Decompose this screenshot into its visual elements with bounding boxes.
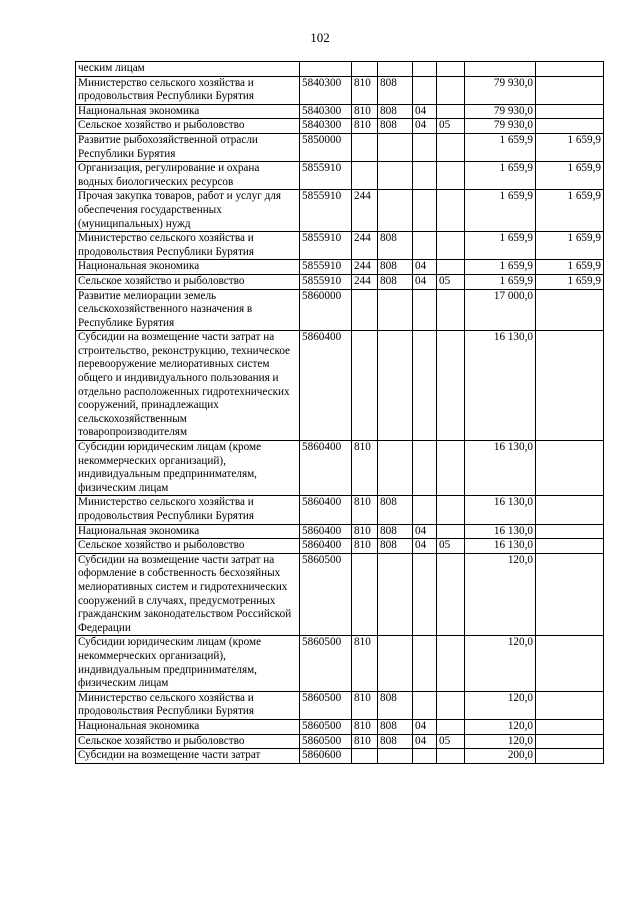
table-row — [76, 76, 604, 104]
subsection-code — [437, 719, 465, 734]
amount-2 — [536, 441, 604, 496]
ministry-code: 808 — [378, 719, 413, 734]
expense-type-code — [352, 162, 378, 190]
amount-2: 1 659,9 — [536, 260, 604, 275]
table-row — [76, 331, 604, 441]
amount-1: 120,0 — [465, 691, 536, 719]
subsection-code — [437, 749, 465, 764]
amount-1: 200,0 — [465, 749, 536, 764]
amount-2 — [536, 76, 604, 104]
amount-2 — [536, 119, 604, 134]
table-row — [76, 691, 604, 719]
subsection-code — [437, 691, 465, 719]
amount-1: 1 659,9 — [465, 162, 536, 190]
target-code: 5860500 — [300, 636, 352, 691]
subsection-code — [437, 441, 465, 496]
ministry-code — [378, 190, 413, 232]
expense-type-code: 244 — [352, 260, 378, 275]
section-code — [413, 62, 437, 77]
expense-type-code: 810 — [352, 691, 378, 719]
section-code — [413, 749, 437, 764]
row-name: Министерство сельского хозяйства и продовольствия Республики Бурятия — [76, 76, 300, 104]
amount-1: 120,0 — [465, 553, 536, 636]
table-row — [76, 162, 604, 190]
expense-type-code: 810 — [352, 719, 378, 734]
expense-type-code: 810 — [352, 636, 378, 691]
table-row — [76, 553, 604, 636]
table-row — [76, 260, 604, 275]
amount-1: 1 659,9 — [465, 232, 536, 260]
section-code — [413, 636, 437, 691]
expense-type-code: 244 — [352, 274, 378, 289]
amount-1: 79 930,0 — [465, 119, 536, 134]
target-code: 5860500 — [300, 719, 352, 734]
section-code — [413, 289, 437, 331]
expense-type-code — [352, 289, 378, 331]
ministry-code: 808 — [378, 496, 413, 524]
ministry-code — [378, 62, 413, 77]
ministry-code — [378, 553, 413, 636]
expense-type-code: 810 — [352, 524, 378, 539]
amount-2 — [536, 524, 604, 539]
amount-1: 17 000,0 — [465, 289, 536, 331]
amount-1: 1 659,9 — [465, 133, 536, 161]
row-name: Сельское хозяйство и рыболовство — [76, 734, 300, 749]
row-name: Субсидии на возмещение части затрат — [76, 749, 300, 764]
target-code: 5855910 — [300, 232, 352, 260]
target-code: 5860500 — [300, 691, 352, 719]
table-row — [76, 441, 604, 496]
expense-type-code: 810 — [352, 734, 378, 749]
table-row — [76, 274, 604, 289]
subsection-code: 05 — [437, 734, 465, 749]
row-name: Субсидии на возмещение части затрат на оформление в собственность бесхозяйных мелиоративных систем и гидротехнических сооружений в случаях, предусмотренных гражданским законодательством Российской Федерации — [76, 553, 300, 636]
section-code: 04 — [413, 274, 437, 289]
amount-2 — [536, 104, 604, 119]
subsection-code — [437, 190, 465, 232]
section-code — [413, 496, 437, 524]
expense-type-code: 244 — [352, 232, 378, 260]
subsection-code: 05 — [437, 119, 465, 134]
target-code: 5860600 — [300, 749, 352, 764]
row-name: Развитие мелиорации земель сельскохозяйственного назначения в Республике Бурятия — [76, 289, 300, 331]
ministry-code: 808 — [378, 691, 413, 719]
section-code — [413, 232, 437, 260]
amount-2 — [536, 331, 604, 441]
section-code: 04 — [413, 539, 437, 554]
expense-type-code: 810 — [352, 441, 378, 496]
ministry-code — [378, 636, 413, 691]
section-code: 04 — [413, 260, 437, 275]
section-code — [413, 691, 437, 719]
subsection-code — [437, 133, 465, 161]
subsection-code — [437, 553, 465, 636]
target-code: 5855910 — [300, 190, 352, 232]
table-row — [76, 232, 604, 260]
row-name: Министерство сельского хозяйства и продовольствия Республики Бурятия — [76, 691, 300, 719]
row-name: Организация, регулирование и охрана водных биологических ресурсов — [76, 162, 300, 190]
target-code: 5840300 — [300, 76, 352, 104]
table-row — [76, 539, 604, 554]
amount-1: 16 130,0 — [465, 496, 536, 524]
ministry-code — [378, 133, 413, 161]
table-row — [76, 496, 604, 524]
amount-2 — [536, 539, 604, 554]
amount-2: 1 659,9 — [536, 133, 604, 161]
subsection-code: 05 — [437, 274, 465, 289]
target-code: 5850000 — [300, 133, 352, 161]
subsection-code — [437, 104, 465, 119]
amount-2: 1 659,9 — [536, 162, 604, 190]
amount-1: 1 659,9 — [465, 260, 536, 275]
row-name: Министерство сельского хозяйства и продовольствия Республики Бурятия — [76, 232, 300, 260]
target-code: 5860400 — [300, 496, 352, 524]
subsection-code — [437, 496, 465, 524]
ministry-code — [378, 749, 413, 764]
subsection-code — [437, 76, 465, 104]
row-name: Национальная экономика — [76, 524, 300, 539]
expense-type-code: 810 — [352, 496, 378, 524]
section-code — [413, 162, 437, 190]
target-code: 5860000 — [300, 289, 352, 331]
table-row — [76, 133, 604, 161]
row-name: Министерство сельского хозяйства и продовольствия Республики Бурятия — [76, 496, 300, 524]
subsection-code — [437, 524, 465, 539]
table-row — [76, 104, 604, 119]
amount-1: 79 930,0 — [465, 104, 536, 119]
row-name: Сельское хозяйство и рыболовство — [76, 119, 300, 134]
row-name: Субсидии юридическим лицам (кроме некоммерческих организаций), индивидуальным предпринимателям, физическим лицам — [76, 636, 300, 691]
budget-table — [75, 61, 604, 764]
expense-type-code — [352, 133, 378, 161]
amount-1 — [465, 62, 536, 77]
amount-2 — [536, 636, 604, 691]
target-code: 5860400 — [300, 524, 352, 539]
row-name: Национальная экономика — [76, 260, 300, 275]
amount-2 — [536, 734, 604, 749]
ministry-code: 808 — [378, 232, 413, 260]
amount-2: 1 659,9 — [536, 274, 604, 289]
row-name: Субсидии на возмещение части затрат на строительство, реконструкцию, техническое перевооружение мелиоративных систем общего и индивидуального пользования и отдельно расположенных гидротехнических сооружений, принадлежащих сельскохозяйственным товаропроизводителям — [76, 331, 300, 441]
target-code: 5860400 — [300, 331, 352, 441]
section-code — [413, 553, 437, 636]
section-code — [413, 441, 437, 496]
table-row — [76, 190, 604, 232]
row-name: Сельское хозяйство и рыболовство — [76, 274, 300, 289]
ministry-code: 808 — [378, 524, 413, 539]
amount-1: 120,0 — [465, 636, 536, 691]
row-name: Развитие рыбохозяйственной отрасли Республики Бурятия — [76, 133, 300, 161]
section-code — [413, 190, 437, 232]
expense-type-code: 810 — [352, 119, 378, 134]
section-code: 04 — [413, 104, 437, 119]
subsection-code — [437, 636, 465, 691]
amount-2 — [536, 719, 604, 734]
table-row — [76, 734, 604, 749]
row-name: Прочая закупка товаров, работ и услуг для обеспечения государственных (муниципальных) нужд — [76, 190, 300, 232]
target-code: 5840300 — [300, 104, 352, 119]
target-code — [300, 62, 352, 77]
amount-2 — [536, 691, 604, 719]
table-row — [76, 62, 604, 77]
section-code: 04 — [413, 524, 437, 539]
table-row — [76, 524, 604, 539]
amount-1: 1 659,9 — [465, 190, 536, 232]
ministry-code — [378, 441, 413, 496]
subsection-code — [437, 260, 465, 275]
target-code: 5860400 — [300, 539, 352, 554]
amount-2: 1 659,9 — [536, 190, 604, 232]
row-name: Национальная экономика — [76, 104, 300, 119]
table-row — [76, 719, 604, 734]
ministry-code: 808 — [378, 76, 413, 104]
section-code: 04 — [413, 734, 437, 749]
expense-type-code — [352, 331, 378, 441]
ministry-code: 808 — [378, 119, 413, 134]
section-code: 04 — [413, 719, 437, 734]
subsection-code — [437, 331, 465, 441]
ministry-code: 808 — [378, 539, 413, 554]
table-row — [76, 289, 604, 331]
amount-1: 1 659,9 — [465, 274, 536, 289]
section-code: 04 — [413, 119, 437, 134]
expense-type-code: 244 — [352, 190, 378, 232]
ministry-code: 808 — [378, 734, 413, 749]
row-name: Субсидии юридическим лицам (кроме некоммерческих организаций), индивидуальным предпринимателям, физическим лицам — [76, 441, 300, 496]
amount-1: 79 930,0 — [465, 76, 536, 104]
table-row — [76, 119, 604, 134]
ministry-code — [378, 289, 413, 331]
table-row — [76, 636, 604, 691]
amount-1: 16 130,0 — [465, 331, 536, 441]
target-code: 5855910 — [300, 274, 352, 289]
expense-type-code — [352, 553, 378, 636]
expense-type-code: 810 — [352, 539, 378, 554]
amount-1: 16 130,0 — [465, 441, 536, 496]
expense-type-code: 810 — [352, 104, 378, 119]
target-code: 5855910 — [300, 260, 352, 275]
subsection-code — [437, 62, 465, 77]
expense-type-code: 810 — [352, 76, 378, 104]
amount-2 — [536, 749, 604, 764]
amount-1: 16 130,0 — [465, 524, 536, 539]
subsection-code: 05 — [437, 539, 465, 554]
target-code: 5840300 — [300, 119, 352, 134]
amount-1: 120,0 — [465, 719, 536, 734]
amount-2 — [536, 62, 604, 77]
subsection-code — [437, 232, 465, 260]
row-name: Национальная экономика — [76, 719, 300, 734]
section-code — [413, 133, 437, 161]
table-row — [76, 749, 604, 764]
ministry-code — [378, 162, 413, 190]
subsection-code — [437, 162, 465, 190]
expense-type-code — [352, 62, 378, 77]
subsection-code — [437, 289, 465, 331]
amount-2 — [536, 553, 604, 636]
section-code — [413, 76, 437, 104]
target-code: 5860500 — [300, 734, 352, 749]
amount-2 — [536, 289, 604, 331]
section-code — [413, 331, 437, 441]
page-number: 102 — [310, 30, 330, 45]
target-code: 5860500 — [300, 553, 352, 636]
ministry-code: 808 — [378, 260, 413, 275]
amount-2: 1 659,9 — [536, 232, 604, 260]
amount-2 — [536, 496, 604, 524]
row-name: ческим лицам — [76, 62, 300, 77]
amount-1: 16 130,0 — [465, 539, 536, 554]
ministry-code: 808 — [378, 274, 413, 289]
ministry-code — [378, 331, 413, 441]
ministry-code: 808 — [378, 104, 413, 119]
amount-1: 120,0 — [465, 734, 536, 749]
target-code: 5860400 — [300, 441, 352, 496]
expense-type-code — [352, 749, 378, 764]
row-name: Сельское хозяйство и рыболовство — [76, 539, 300, 554]
target-code: 5855910 — [300, 162, 352, 190]
